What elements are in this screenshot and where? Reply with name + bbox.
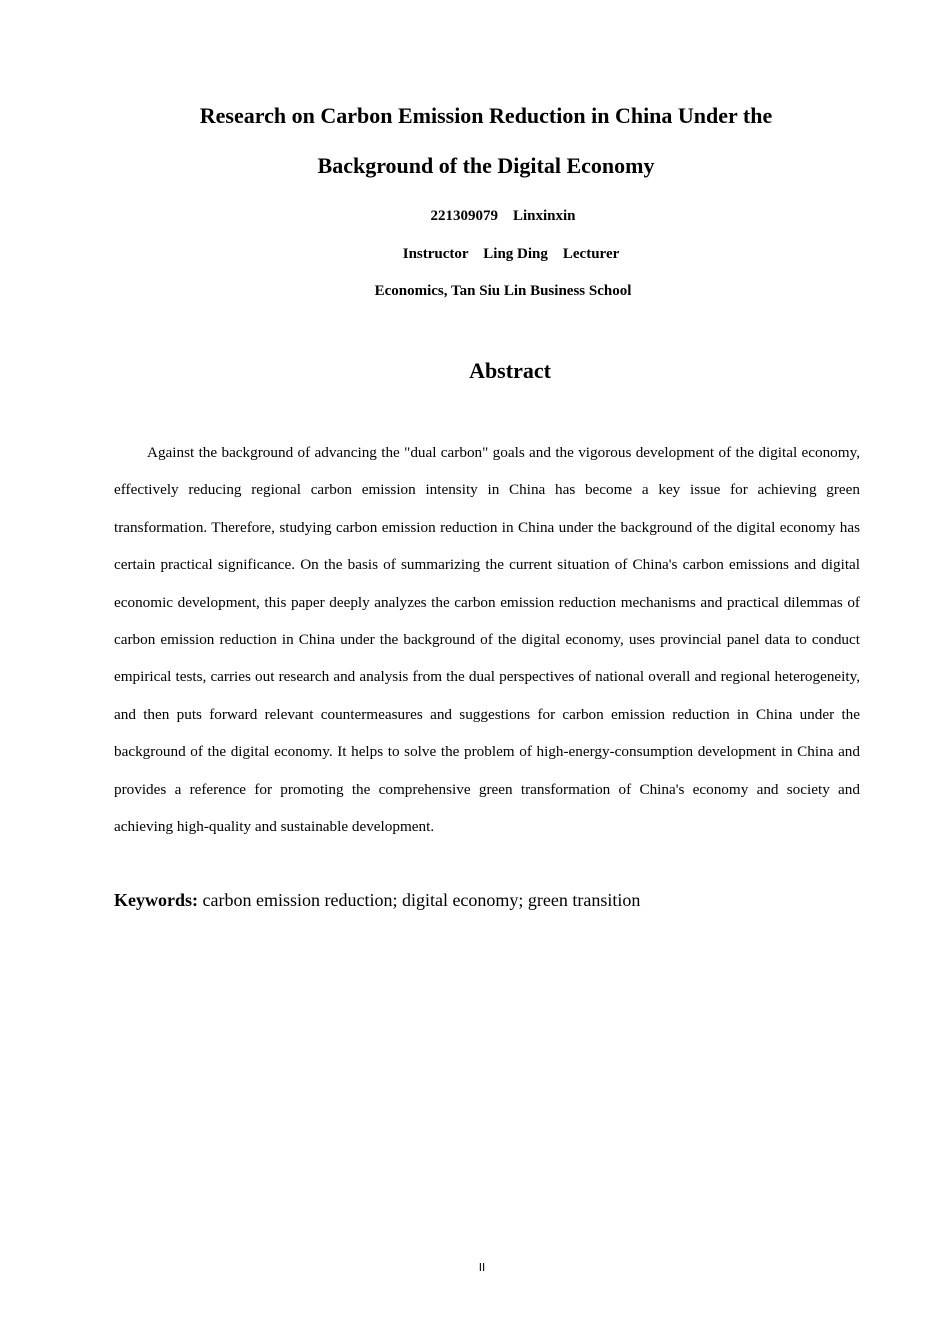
paper-title-line-2: Background of the Digital Economy — [317, 153, 655, 178]
instructor-line: Instructor Ling Ding Lecturer — [402, 246, 620, 262]
keywords-label: Keywords: — [114, 890, 198, 910]
school-affiliation: Economics, Tan Siu Lin Business School — [374, 283, 632, 299]
keywords-line — [114, 886, 860, 914]
paper-title-line-1: Research on Carbon Emission Reduction in China Under the — [199, 103, 773, 128]
abstract-heading: Abstract — [469, 358, 551, 383]
abstract-body: Against the background of advancing the "dual carbon" goals and the vigorous development of the digital economy, effectively reducing regional carbon emission intensity in China has become a key issue for achieving green transformation. Therefore, studying carbon emission reduction in China under the background of the digital economy has certain practical significance. On the basis of summarizing the current situation of China's carbon emissions and digital economic development, this paper deeply analyzes the carbon emission reduction mechanisms and practical dilemmas of carbon emission reduction in China under the background of the digital economy, uses provincial panel data to conduct empirical tests, carries out research and analysis from the dual perspectives of national overall and regional heterogeneity, and then puts forward relevant countermeasures and suggestions for carbon emission reduction in China under the background of the digital economy. It helps to solve the problem of high-energy-consumption development in China and provides a reference for promoting the comprehensive green transformation of China's economy and society and achieving high-quality and sustainable development. — [114, 444, 860, 836]
keywords-text: carbon emission reduction; digital economy; green transition — [202, 890, 641, 910]
page-number: II — [478, 1261, 486, 1274]
student-id-and-name: 221309079 Linxinxin — [430, 208, 576, 224]
